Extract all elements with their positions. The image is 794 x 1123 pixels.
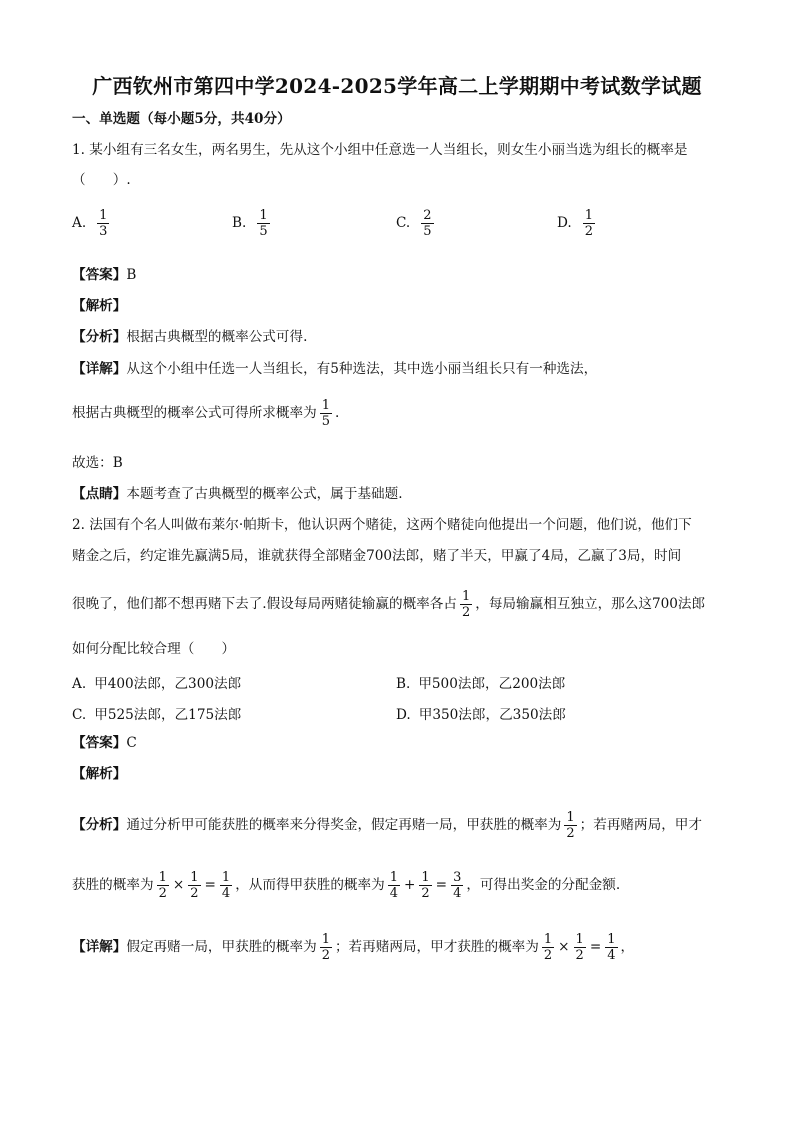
option-label: A. [72,676,87,692]
fraction: $\frac{1}{5}$ [259,208,268,239]
fraction: $\frac{3}{4}$ [453,870,462,901]
option-label: D. [396,707,411,723]
xiangjie-tag: 【详解】 [72,361,127,377]
analysis-tag: 【解析】 [72,298,127,314]
option-label: C. [72,707,87,723]
fraction: $\frac{1}{4}$ [221,870,231,901]
q1-option-a [72,208,112,239]
fenxi-text: ，可得出奖金的分配金额. [466,877,621,893]
q1-stem-line2: （ ）. [72,172,131,188]
fraction: $\frac{1}{2}$ [566,810,575,841]
dianjing-text: 本题考查了古典概型的概率公式，属于基础题. [126,486,403,502]
fenxi-tag: 【分析】 [72,817,127,833]
fraction: $\frac{1}{2}$ [190,870,199,901]
fraction: $\frac{1}{2}$ [421,870,430,901]
q2-option-a [72,672,241,692]
option-text: 甲350法郎，乙350法郎 [418,707,566,723]
xiangjie-text: 根据古典概型的概率公式可得所求概率为 [72,405,317,421]
q2-stem-line1: 2. 法国有个名人叫做布莱尔·帕斯卡，他认识两个赌徒，这两个赌徒向他提出一个问题，他们说，他们下 [72,517,692,533]
q2-option-c [72,703,241,723]
q1-conclusion: 故选：B [72,455,123,471]
fraction: $\frac{1}{2}$ [461,589,471,620]
q1-option-c [396,208,437,239]
q2-xiangjie [72,932,634,963]
answer-value: C [126,735,137,751]
fraction: $\frac{1}{2}$ [158,870,167,901]
option-label: B. [396,676,411,692]
option-label: B. [232,215,247,231]
option-text: 甲525法郎，乙175法郎 [94,707,242,723]
q1-xiangjie-line2 [72,398,339,429]
q1-analysis-heading [72,297,126,315]
q2-stem-line2: 赌金之后，约定谁先赢满5局，谁就获得全部赌金700法郎，赌了半天，甲赢了4局，乙赢了3局，时间 [72,548,682,564]
dianjing-tag: 【点睛】 [72,486,127,502]
fraction: $\frac{1}{4}$ [389,870,398,901]
answer-value: B [126,267,137,283]
equals-sign: = [204,877,216,893]
stem-text: 很晚了，他们都不想再赌下去了.假设每局两赌徒输赢的概率各占 [72,596,457,612]
fenxi-text: ；若再赌两局，甲才 [579,817,702,833]
fraction: $\frac{1}{2}$ [321,932,330,963]
stem-text: ，每局输赢相互独立，那么这700法郎 [475,596,706,612]
q2-answer [72,734,137,752]
fenxi-text: 根据古典概型的概率公式可得. [126,329,308,345]
q2-fenxi-line1 [72,810,702,841]
fenxi-text: 获胜的概率为 [72,877,154,893]
period: . [334,405,340,421]
q2-fenxi-line2 [72,870,620,901]
fraction: $\frac{1}{4}$ [607,932,616,963]
page-title: 广西钦州市第四中学2024-2025学年高二上学期期中考试数学试题 [92,74,702,98]
q2-stem-line3 [72,589,705,620]
section-heading: 一、单选题（每小题5分，共40分） [72,111,291,127]
q2-stem-line4: 如何分配比较合理（ ） [72,641,236,657]
times-sign: × [172,877,185,893]
option-label: D. [557,215,572,231]
q1-dianjing [72,485,403,503]
fenxi-tag: 【分析】 [72,329,127,345]
times-sign: × [558,939,570,955]
option-label: A. [72,215,87,231]
fraction: $\frac{1}{3}$ [99,208,108,239]
q2-option-b [396,672,565,692]
fenxi-text: ，从而得甲获胜的概率为 [235,877,385,893]
q2-analysis-heading [72,765,126,783]
q1-answer [72,266,136,284]
fenxi-text: 通过分析甲可能获胜的概率来分得奖金，假定再赌一局，甲获胜的概率为 [126,817,562,833]
equals-sign: = [589,939,602,955]
xiangjie-text: ；若再赌两局，甲才获胜的概率为 [334,939,539,955]
xiangjie-text: 假定再赌一局，甲获胜的概率为 [126,939,317,955]
q1-xiangjie-line1 [72,360,597,378]
q1-stem-line1: 1. 某小组有三名女生，两名男生，先从这个小组中任意选一人当组长，则女生小丽当选为组长的概率是 [72,142,688,158]
q1-option-d [557,208,598,239]
equals-sign: = [435,877,448,893]
xiangjie-text: 从这个小组中任选一人当组长，有5种选法，其中选小丽当组长只有一种选法， [126,361,598,377]
plus-sign: + [404,877,416,893]
fraction: $\frac{1}{5}$ [321,398,330,429]
q1-option-b [232,208,273,239]
fraction: $\frac{1}{2}$ [584,208,594,239]
q2-option-d [396,703,566,723]
fraction: $\frac{1}{2}$ [575,932,584,963]
xiangjie-text: ， [620,939,635,955]
option-text: 甲400法郎，乙300法郎 [94,676,242,692]
answer-tag: 【答案】 [72,735,127,751]
xiangjie-tag: 【详解】 [72,939,127,955]
fraction: $\frac{1}{2}$ [543,932,553,963]
analysis-tag: 【解析】 [72,766,127,782]
answer-tag: 【答案】 [72,267,127,283]
fraction: $\frac{2}{5}$ [423,208,432,239]
option-text: 甲500法郎，乙200法郎 [418,676,566,692]
option-label: C. [396,215,411,231]
q1-fenxi [72,328,307,346]
